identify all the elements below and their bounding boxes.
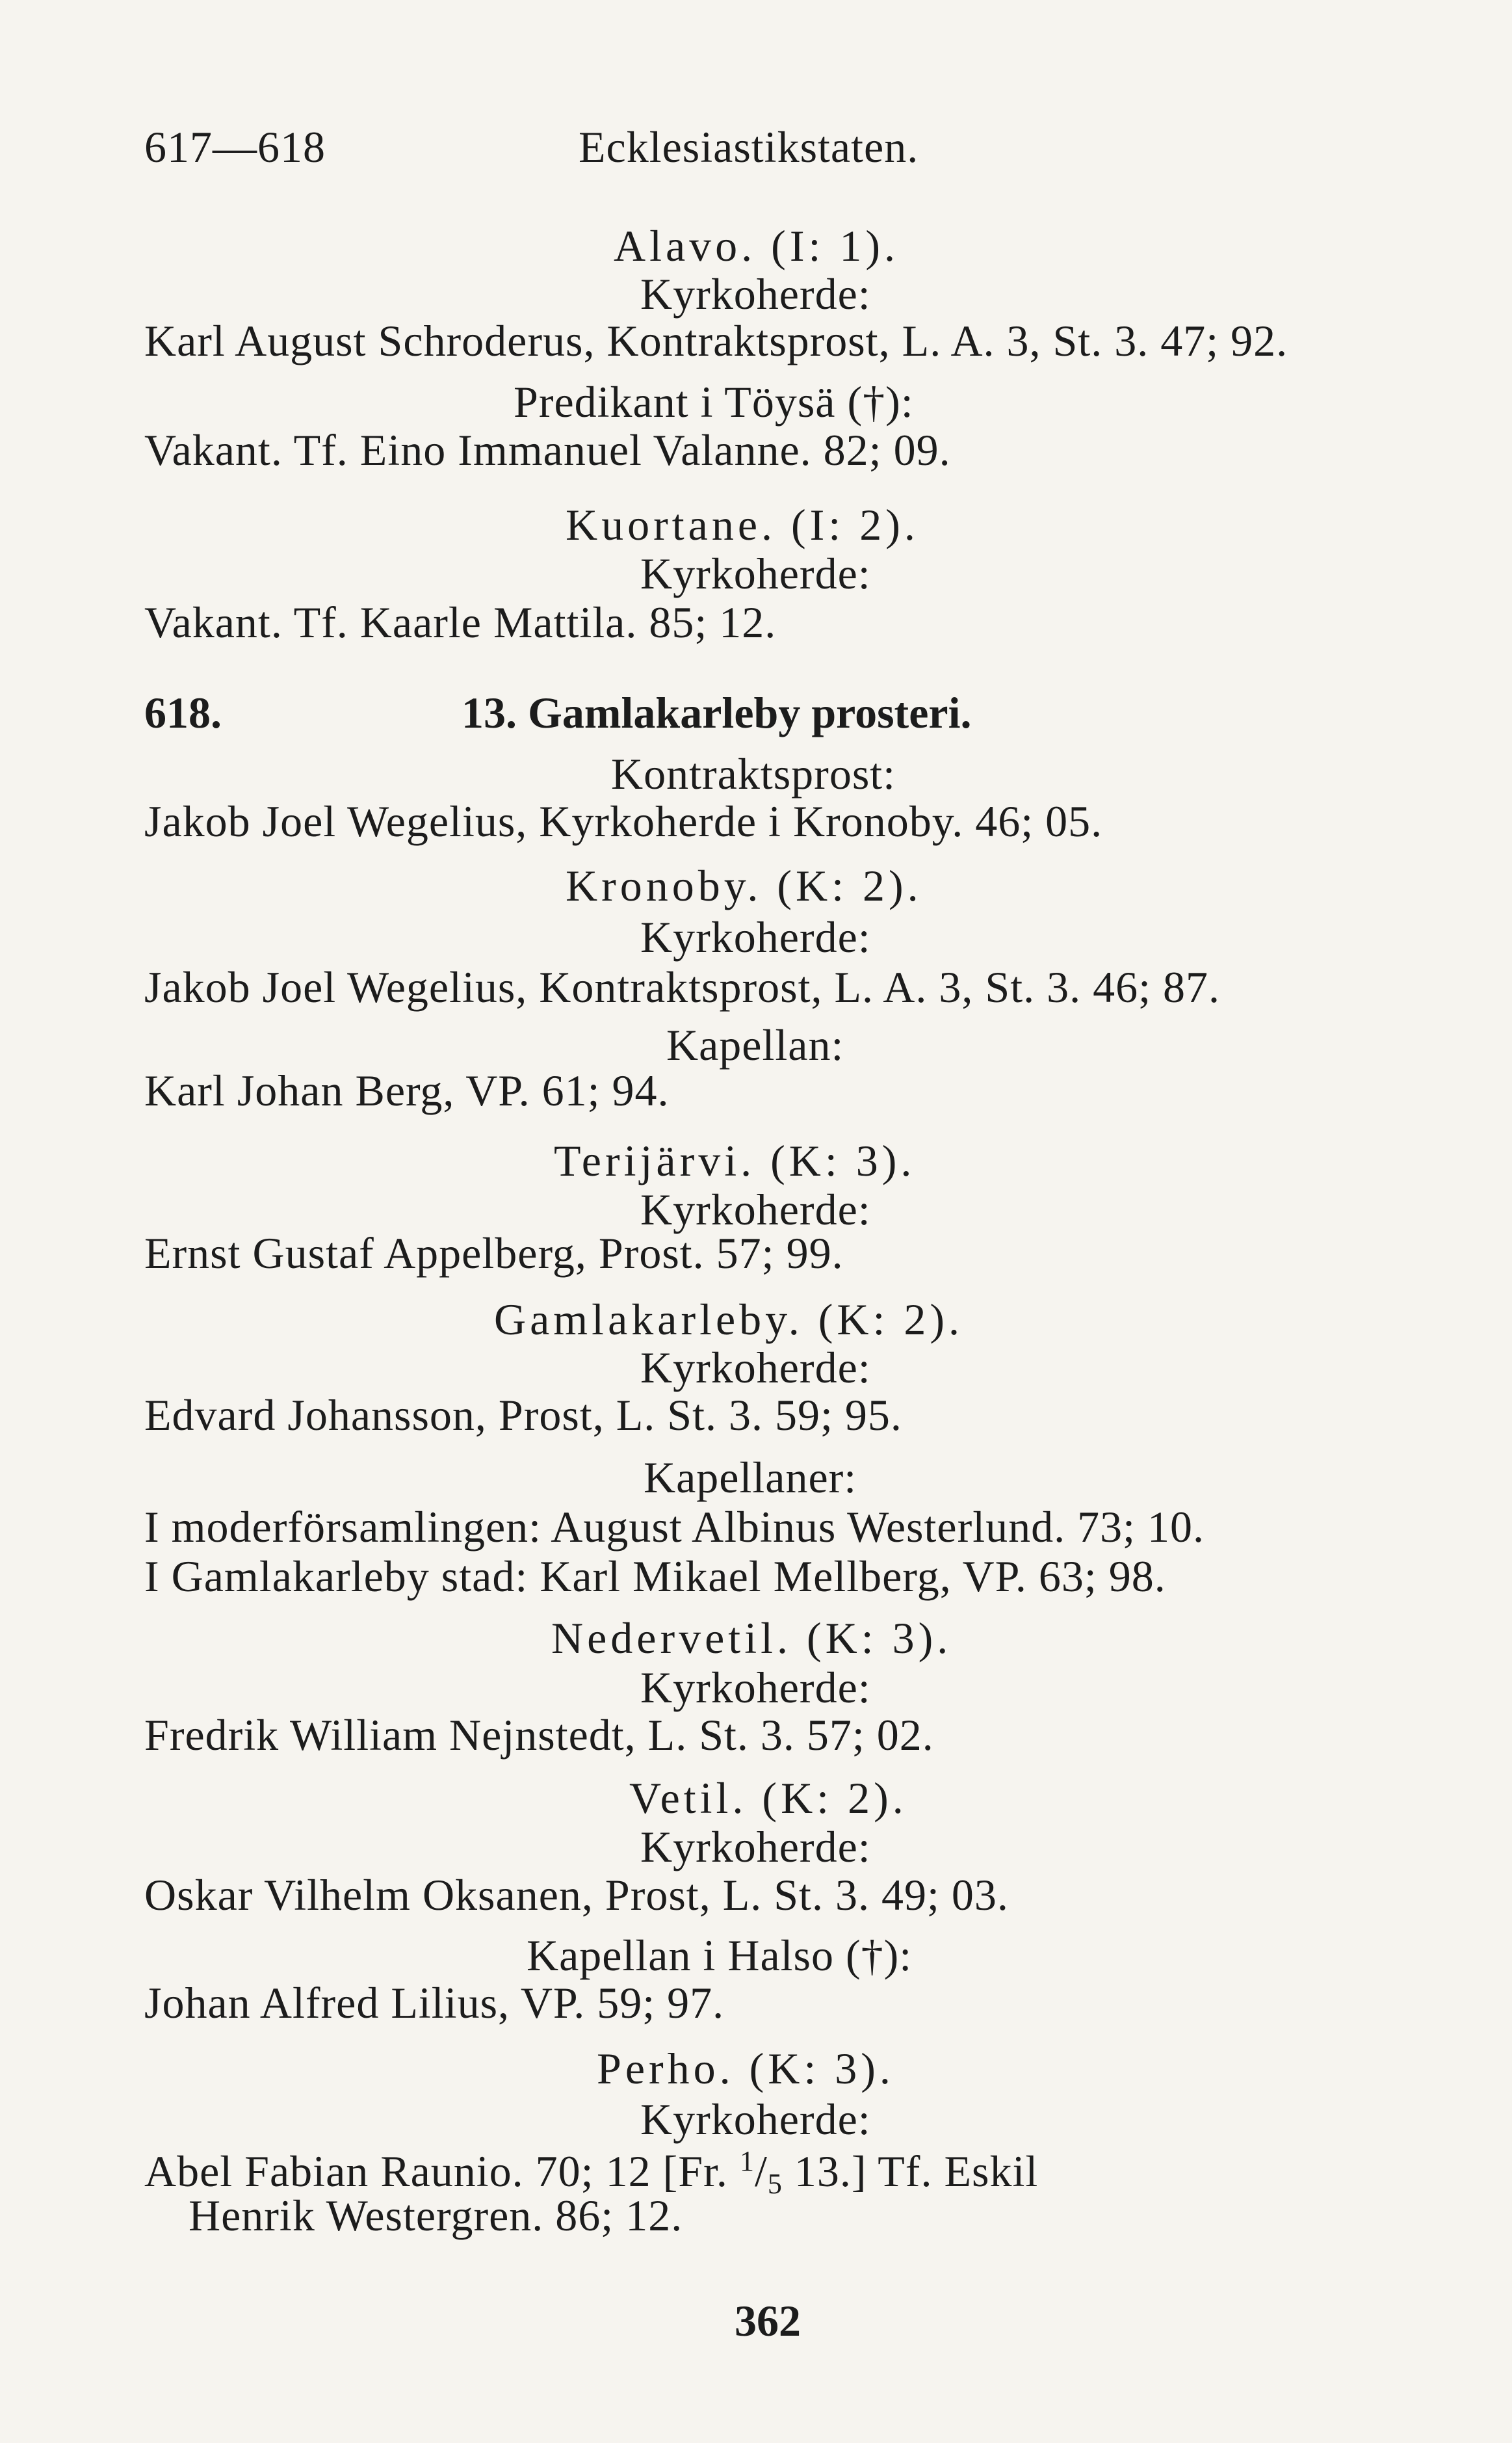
office-heading: Kyrkoherde: [640,269,871,319]
entry-line: Fredrik William Nejnstedt, L. St. 3. 57; 02. [144,1710,934,1760]
office-heading: Kyrkoherde: [640,1822,871,1871]
office-heading: Kapellan: [666,1020,844,1070]
running-head-pages: 617—618 [144,122,326,172]
entry-line: Karl August Schroderus, Kontraktsprost, L. A. 3, St. 3. 47; 92. [144,316,1288,365]
parish-heading: Terijärvi. (K: 3). [554,1136,916,1185]
entry-line: Ernst Gustaf Appelberg, Prost. 57; 99. [144,1228,844,1278]
office-heading: Kyrkoherde: [640,549,871,598]
entry-line: Oskar Vilhelm Oksanen, Prost, L. St. 3. 49; 03. [144,1870,1009,1920]
entry-line: I Gamlakarleby stad: Karl Mikael Mellberg, VP. 63; 98. [144,1552,1166,1601]
parish-heading: Gamlakarleby. (K: 2). [494,1295,964,1344]
office-heading: Kyrkoherde: [640,2094,871,2144]
office-heading: Kyrkoherde: [640,912,871,962]
entry-line: Henrik Westergren. 86; 12. [189,2191,683,2240]
office-heading: Kapellan i Halso (†): [527,1931,913,1980]
office-heading: Kontraktsprost: [611,749,896,799]
running-head-title: Ecklesiastikstaten. [579,122,919,172]
entry-line: Vakant. Tf. Kaarle Mattila. 85; 12. [144,598,777,647]
parish-heading: Vetil. (K: 2). [629,1773,907,1823]
fraction-numerator: 1 [739,2145,755,2177]
office-heading: Kyrkoherde: [640,1343,871,1392]
entry-line: Jakob Joel Wegelius, Kontraktsprost, L. A. 3, St. 3. 46; 87. [144,962,1220,1012]
fraction-denominator: 5 [767,2168,783,2200]
parish-heading: Kronoby. (K: 2). [566,861,922,910]
office-heading: Kyrkoherde: [640,1185,871,1234]
entry-line-text: Abel Fabian Raunio. 70; 12 [Fr. [144,2146,740,2197]
parish-heading: Perho. (K: 3). [597,2044,894,2093]
office-heading: Predikant i Töysä (†): [514,377,914,427]
section-page-ref: 618. [144,688,222,737]
parish-heading: Kuortane. (I: 2). [566,500,919,549]
entry-line: Johan Alfred Lilius, VP. 59; 97. [144,1978,725,2027]
parish-heading: Nedervetil. (K: 3). [551,1613,952,1663]
entry-line: Edvard Johansson, Prost, L. St. 3. 59; 95. [144,1390,902,1440]
entry-line-text: 13.] Tf. Eskil [782,2146,1039,2197]
entry-line: I moderförsamlingen: August Albinus Westerlund. 73; 10. [144,1502,1205,1552]
office-heading: Kyrkoherde: [640,1663,871,1712]
section-heading: 13. Gamlakarleby prosteri. [462,688,972,737]
entry-line: Jakob Joel Wegelius, Kyrkoherde i Kronoby. 46; 05. [144,797,1103,846]
parish-heading: Alavo. (I: 1). [614,221,900,271]
page-number: 362 [735,2296,801,2345]
fraction-slash: / [754,2146,768,2197]
entry-line: Karl Johan Berg, VP. 61; 94. [144,1066,670,1115]
office-heading: Kapellaner: [644,1453,857,1502]
entry-line: Vakant. Tf. Eino Immanuel Valanne. 82; 09. [144,425,951,475]
